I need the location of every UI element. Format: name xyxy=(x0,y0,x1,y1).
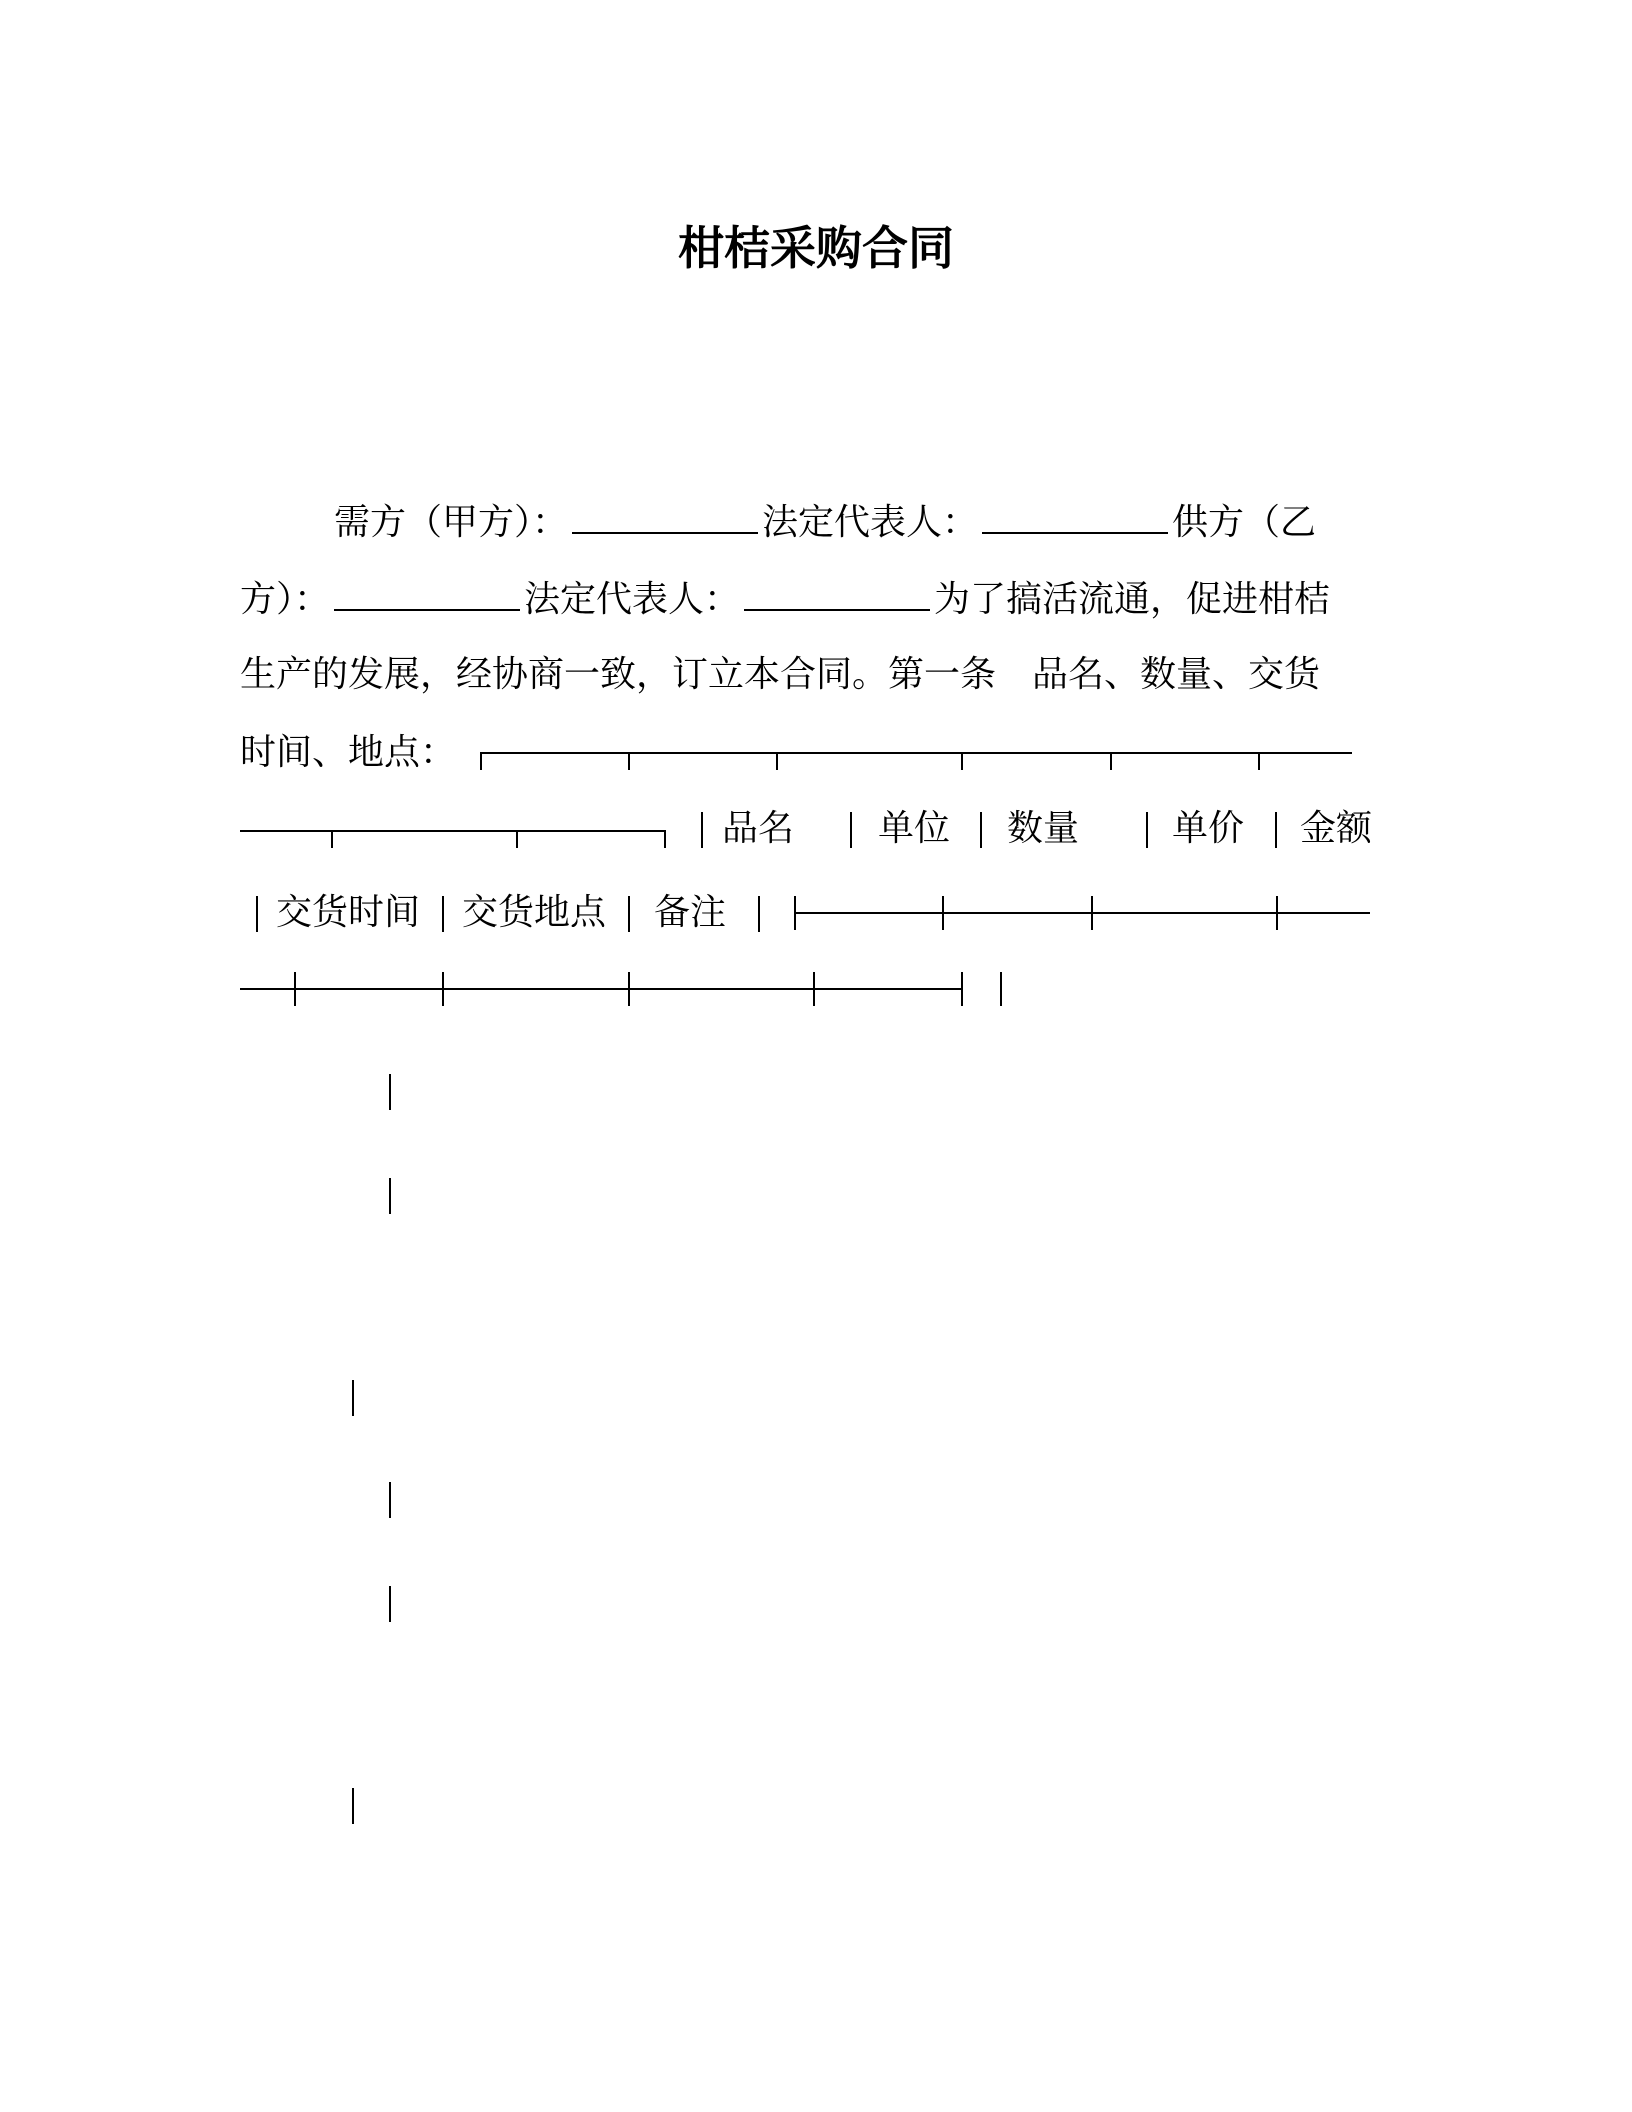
table-tick xyxy=(961,972,963,1006)
table-border-bottom xyxy=(240,988,962,990)
stray-bar xyxy=(389,1178,391,1214)
header-product-name: 品名 xyxy=(722,808,795,849)
seller-blank xyxy=(334,573,520,611)
table-tick xyxy=(942,896,944,930)
cell-divider xyxy=(758,896,760,932)
table-tick xyxy=(294,972,296,1006)
purpose-text: 为了搞活流通，促进柑桔 xyxy=(934,579,1331,620)
seller-label-start: 供方（乙 xyxy=(1172,502,1317,543)
table-tick xyxy=(1110,752,1112,770)
table-tick xyxy=(480,752,482,770)
seller-label-end: 方）： xyxy=(240,579,331,620)
cell-divider xyxy=(1275,812,1277,848)
table-border-top xyxy=(480,752,1352,754)
cell-divider xyxy=(1146,812,1148,848)
cell-divider xyxy=(980,812,982,848)
table-tick xyxy=(628,972,630,1006)
table-tick xyxy=(516,830,518,848)
paragraph-line-4: 时间、地点： xyxy=(240,732,457,773)
table-tick xyxy=(1000,972,1002,1006)
table-tick xyxy=(1276,896,1278,930)
stray-bar xyxy=(389,1586,391,1622)
stray-bar xyxy=(352,1788,354,1824)
table-border-mid xyxy=(794,912,1370,914)
cell-divider xyxy=(442,896,444,932)
table-tick xyxy=(776,752,778,770)
table-tick xyxy=(961,752,963,770)
seller-rep-blank xyxy=(744,573,930,611)
paragraph-line-3: 生产的发展，经协商一致，订立本合同。第一条 品名、数量、交货 xyxy=(240,654,1321,695)
buyer-rep-label: 法定代表人： xyxy=(762,502,979,543)
paragraph-line-1 xyxy=(334,496,1316,548)
header-quantity: 数量 xyxy=(1007,808,1080,849)
stray-bar xyxy=(389,1074,391,1110)
table-tick xyxy=(1091,896,1093,930)
cell-divider xyxy=(256,896,258,932)
document-title: 柑桔采购合同 xyxy=(678,221,954,275)
cell-divider xyxy=(628,896,630,932)
table-tick xyxy=(1258,752,1260,770)
stray-bar xyxy=(352,1380,354,1416)
table-tick xyxy=(628,752,630,770)
cell-divider xyxy=(850,812,852,848)
header-delivery-time: 交货时间 xyxy=(276,892,421,933)
table-tick xyxy=(331,830,333,848)
buyer-blank xyxy=(572,496,758,534)
header-unit: 单位 xyxy=(878,808,951,849)
header-amount: 金额 xyxy=(1300,808,1373,849)
table-tick xyxy=(813,972,815,1006)
header-delivery-place: 交货地点 xyxy=(462,892,607,933)
buyer-rep-blank xyxy=(982,496,1168,534)
seller-rep-label: 法定代表人： xyxy=(524,579,741,620)
table-tick xyxy=(442,972,444,1006)
table-border-continued xyxy=(240,830,666,832)
stray-bar xyxy=(389,1482,391,1518)
paragraph-line-2 xyxy=(240,573,1330,625)
header-remarks: 备注 xyxy=(654,892,727,933)
buyer-label: 需方（甲方）： xyxy=(334,502,569,543)
table-tick xyxy=(664,830,666,848)
table-tick xyxy=(794,896,796,930)
cell-divider xyxy=(701,812,703,848)
header-unit-price: 单价 xyxy=(1172,808,1245,849)
